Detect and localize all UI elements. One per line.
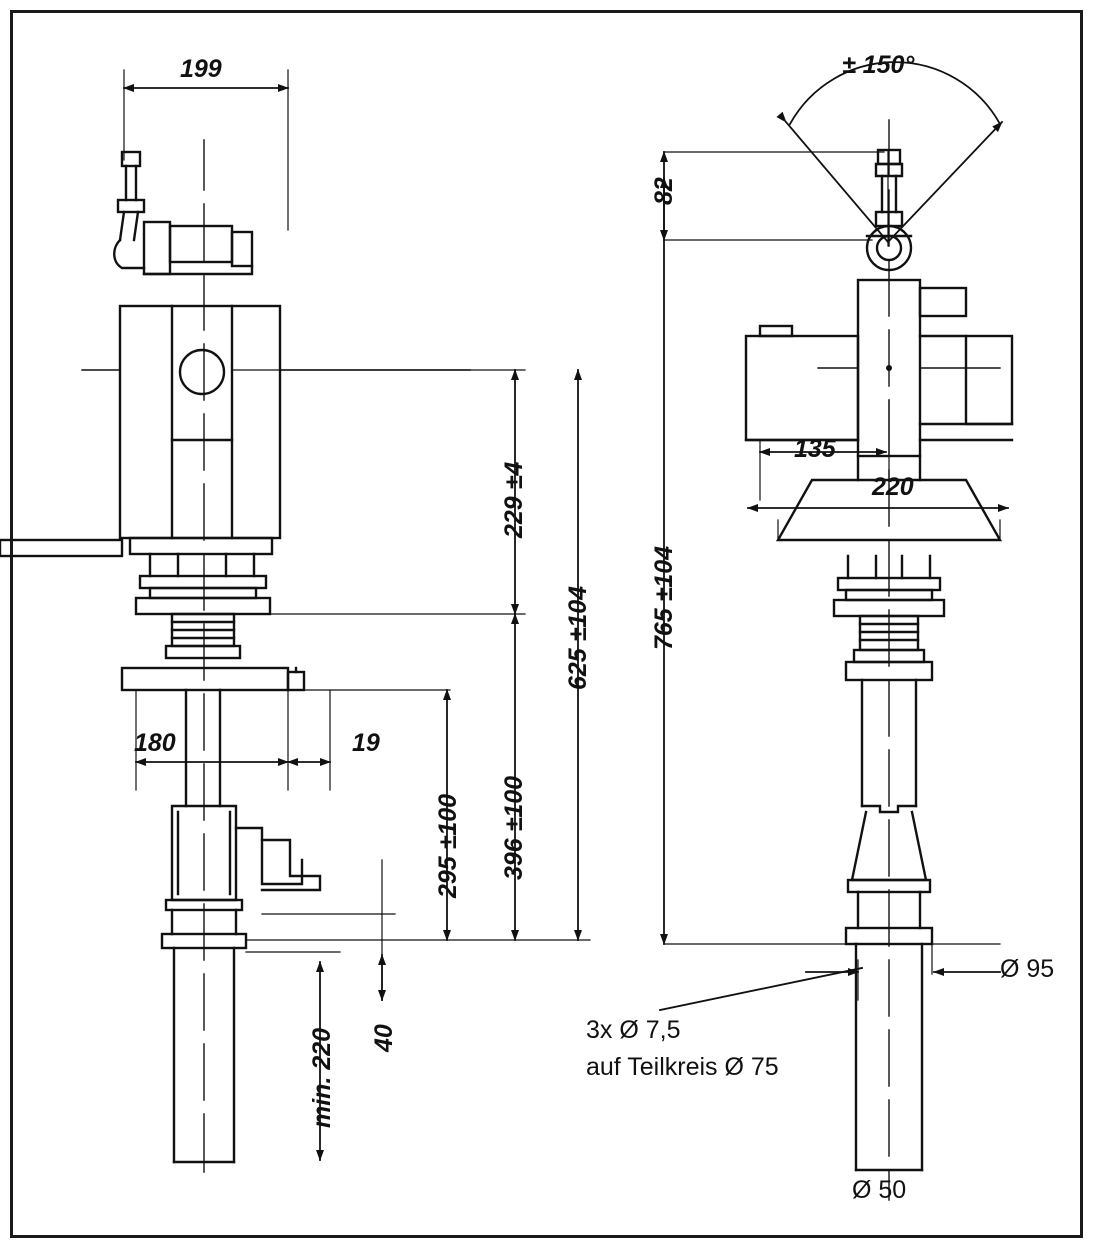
dim-label-180: 180 <box>134 729 176 757</box>
dim-label-199: 199 <box>180 55 222 83</box>
dim-label-229: 229 ±4 <box>500 461 528 538</box>
dim-label-min-220: min. 220 <box>308 1027 336 1128</box>
dim-label-d95: Ø 95 <box>1000 955 1055 983</box>
dim-label-295: 295 ±100 <box>434 793 462 898</box>
dim-label-angle: ± 150° <box>842 51 915 79</box>
dim-label-19: 19 <box>352 729 380 757</box>
dim-label-82: 82 <box>650 177 678 205</box>
dim-label-396: 396 ±100 <box>500 775 528 880</box>
note-holes-count: 3x Ø 7,5 <box>586 1016 681 1044</box>
note-holes-circle: auf Teilkreis Ø 75 <box>586 1053 779 1081</box>
dim-label-220: 220 <box>872 473 914 501</box>
dim-label-40: 40 <box>370 1024 398 1052</box>
dim-label-d50: Ø 50 <box>852 1176 907 1204</box>
dim-label-765: 765 ±104 <box>650 545 678 650</box>
dim-label-135: 135 <box>794 435 836 463</box>
dim-label-625: 625 ±104 <box>564 585 592 690</box>
